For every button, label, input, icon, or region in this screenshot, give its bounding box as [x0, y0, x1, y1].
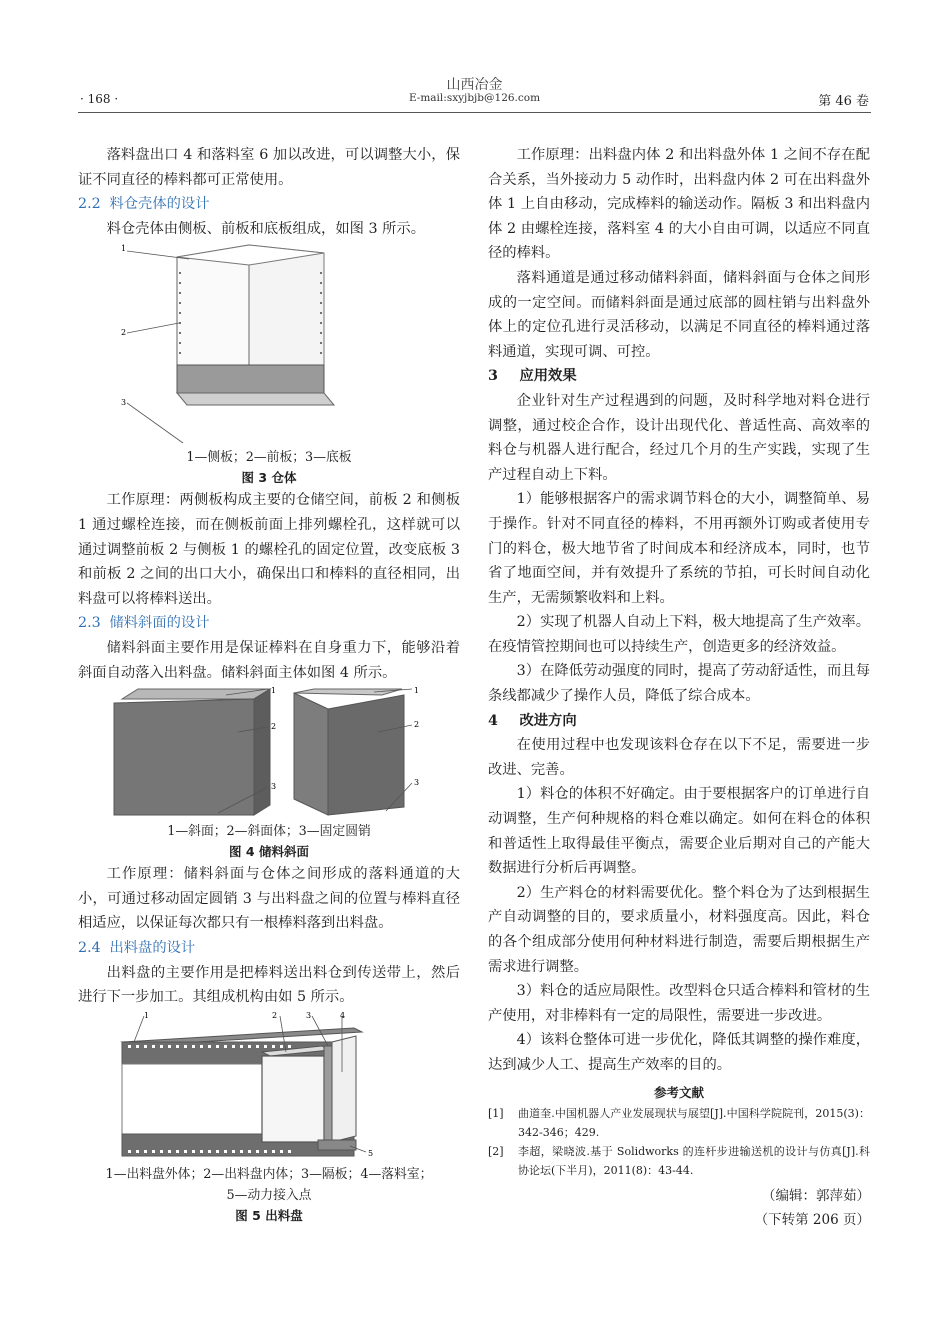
paragraph-channel: 落料通道是通过移动储料斜面，储料斜面与仓体之间形成的一定空间。而储料斜面是通过底部的圆柱销与出料盘外体上的定位孔进行灵活移动，以满足不同直径的棒料通过落料通道，实现可调、可控。 [488, 269, 870, 360]
paragraph-2-2: 料仓壳体由侧板、前板和底板组成，如图 3 所示。 [106, 220, 426, 237]
paragraph-4-3: 3）料仓的适应局限性。改型料仓只适合棒料和管材的生产使用，对非棒料有一定的局限性，需要进一步改进。 [488, 983, 870, 1024]
paragraph-4-1: 1）料仓的体积不好确定。由于要根据客户的订单进行自动调整，生产何种规格的料仓难以确定。如何在料仓的体积和普适性上取得最佳平衡点，需要企业后期对自己的产能大数据进行分析后再调整。 [488, 786, 870, 877]
bottom-plate [177, 365, 324, 393]
figure-4-label-1b: 1 [414, 687, 420, 696]
section-number: 2.2 [78, 196, 101, 213]
figure-5-label-3: 3 [306, 1011, 312, 1020]
reference-text: 曲道奎.中国机器人产业发展现状与展望[J].中国科学院院刊，2015(3)：342-346；429. [518, 1106, 870, 1139]
section-title: 出料盘的设计 [109, 939, 196, 956]
figure-5-label-5: 5 [368, 1148, 374, 1158]
figure-4-drawing [108, 687, 430, 819]
section-title: 储料斜面的设计 [109, 615, 210, 632]
section-title: 料仓壳体的设计 [109, 196, 210, 213]
figure-5 [104, 1012, 434, 1162]
section-title: 应用效果 [519, 368, 577, 385]
references-heading: 参考文献 [653, 1084, 704, 1100]
bottom-edge [177, 393, 334, 405]
reference-number: [2] [488, 1144, 504, 1158]
figure-3-label-1: 1 [121, 244, 127, 254]
figure-3-caption: 图 3 仓体 [241, 470, 297, 486]
figure-5-drawing [104, 1012, 434, 1162]
figure-4-caption: 图 4 储料斜面 [229, 844, 309, 860]
paragraph-4-4: 4）该料仓整体可进一步优化，降低其调整的操作难度，达到减少人工、提高生产效率的目的。 [488, 1032, 870, 1073]
page-number: · 168 · [80, 92, 119, 106]
paragraph-intro: 落料盘出口 4 和落料室 6 加以改进，可以调整大小，保证不同直径的棒料都可正常使用。 [78, 147, 460, 188]
figure-5-label-4: 4 [340, 1011, 346, 1020]
left-column [78, 143, 460, 1226]
figure-5-label-1: 1 [144, 1011, 150, 1020]
slope-side [254, 689, 270, 815]
paragraph-fig4-work: 工作原理：储料斜面与仓体之间形成的落料通道的大小，可通过移动固定圆销 3 与出料盘之间的位置与棒料直径相适应，以保证每次都只有一根棒料落到出料盘。 [78, 866, 460, 932]
right-column [488, 143, 870, 1232]
section-title: 改进方向 [519, 712, 577, 729]
paragraph-3: 企业针对生产过程遇到的问题，及时科学地对料仓进行调整，通过校企合作，设计出现代化、普适性高、高效率的料仓与机器人进行配合，经过几个月的生产实践，实现了生产过程自动上下料。 [488, 392, 870, 483]
paragraph-2-4: 出料盘的主要作用是把棒料送出料仓到传送带上，然后进行下一步加工。其组成机构由如 5 所示。 [78, 964, 460, 1006]
figure-3-legend: 1—侧板；2—前板；3—底板 [186, 450, 352, 466]
section-2-4-heading [78, 936, 460, 961]
reference-number: [1] [488, 1106, 504, 1120]
inner-body [262, 1056, 324, 1142]
volume-number: 第 46 卷 [818, 94, 869, 109]
journal-email: E-mail:sxyjbjb@126.com [408, 92, 541, 104]
slope-top [122, 689, 270, 699]
figure-3 [119, 243, 419, 445]
page-header [78, 66, 871, 112]
reference-text: 李超，梁晓波.基于 Solidworks 的连杆步进输送机的设计与仿真[J].科协论坛(下半月)，2011(8)：43-44. [518, 1144, 870, 1177]
paragraph-4: 在使用过程中也发现该料仓存在以下不足，需要进一步改进、完善。 [488, 737, 870, 778]
figure-5-legend-line-1: 1—出料盘外体；2—出料盘内体；3—隔板；4—落料室； [105, 1166, 433, 1182]
section-number: 2.3 [78, 615, 101, 632]
figure-5-legend-line-2: 5—动力接入点 [226, 1187, 312, 1203]
section-number: 2.4 [78, 939, 101, 956]
figure-3-label-2: 2 [121, 328, 127, 338]
slope-body-top [294, 689, 402, 695]
section-number: 3 [488, 368, 498, 385]
section-number: 4 [488, 712, 498, 729]
figure-5-label-2: 2 [272, 1011, 278, 1020]
figure-4-label-3a: 3 [271, 782, 277, 792]
section-2-2-heading [78, 192, 460, 217]
header-rule [78, 112, 871, 113]
reference-item [488, 1142, 870, 1180]
paragraph-4-2: 2）生产料仓的材料需要优化。整个料仓为了达到根据生产自动调整的目的，要求质量小，材料强度高。因此，料仓的各个组成部分使用何种材料进行制造，需要后期根据生产需求进行调整。 [488, 884, 870, 975]
partition [324, 1046, 332, 1142]
power-point [318, 1140, 356, 1150]
journal-title: 山西冶金 [446, 77, 503, 93]
editor-note: （编辑：郭萍茹） [762, 1187, 870, 1204]
figure-4 [108, 687, 430, 819]
section-4-heading [488, 709, 870, 734]
figure-4-label-2b: 2 [414, 720, 420, 730]
figure-4-label-3b: 3 [414, 778, 420, 788]
paragraph-work-5: 工作原理：出料盘内体 2 和出料盘外体 1 之间不存在配合关系，当外接动力 5 动作时，出料盘内体 2 可在出料盘外体 1 上自由移动，完成棒料的输送动作。隔板 3 和出料盘内体 2 由螺栓连接，落料室 4 的大小自由可调，以适应不同直径的棒料。 [488, 147, 870, 262]
continued-note: （下转第 206 页） [754, 1211, 870, 1228]
figure-4-legend: 1—斜面；2—斜面体；3—固定圆销 [167, 824, 371, 840]
figure-4-label-2a: 2 [271, 722, 277, 732]
paragraph-3-2: 2）实现了机器人自动上下料，极大地提高了生产效率。在疫情管控期间也可以持续生产，创造更多的经济效益。 [488, 614, 870, 655]
section-3-heading [488, 364, 870, 389]
slope-body-side [294, 693, 328, 815]
slope-body [114, 699, 254, 815]
paragraph-3-1: 1）能够根据客户的需求调节料仓的大小，调整简单、易于操作。针对不同直径的棒料，不用再额外订购或者使用专门的料仓，极大地节省了时间成本和经济成本，同时，也节省了地面空间，并有效提升了系统的节拍，可长时间自动化生产，无需频繁收料和上料。 [488, 491, 870, 606]
paragraph-3-3: 3）在降低劳动强度的同时，提高了劳动舒适性，而且每条线都减少了操作人员，降低了综合成本。 [488, 663, 870, 705]
figure-4-label-1a: 1 [271, 687, 277, 696]
paragraph-2-3: 储料斜面主要作用是保证棒料在自身重力下，能够沿着斜面自动落入出料盘。储料斜面主体如图 4 所示。 [78, 639, 460, 681]
drop-chamber [332, 1036, 356, 1142]
figure-5-caption: 图 5 出料盘 [235, 1207, 303, 1223]
figure-3-drawing [119, 243, 419, 445]
slope-body-front [328, 695, 404, 815]
reference-item [488, 1104, 870, 1142]
figure-3-label-3: 3 [121, 398, 127, 408]
paragraph-fig3-work: 工作原理：两侧板构成主要的仓储空间，前板 2 和侧板 1 通过螺栓连接，而在侧板前面上排列螺栓孔，这样就可以通过调整前板 2 与侧板 1 的螺栓孔的固定位置，改变底板 3 和前板 2 之间的出口大小，确保出口和棒料的直径相同，出料盘可以将棒料送出。 [78, 492, 460, 607]
section-2-3-heading [78, 611, 460, 636]
